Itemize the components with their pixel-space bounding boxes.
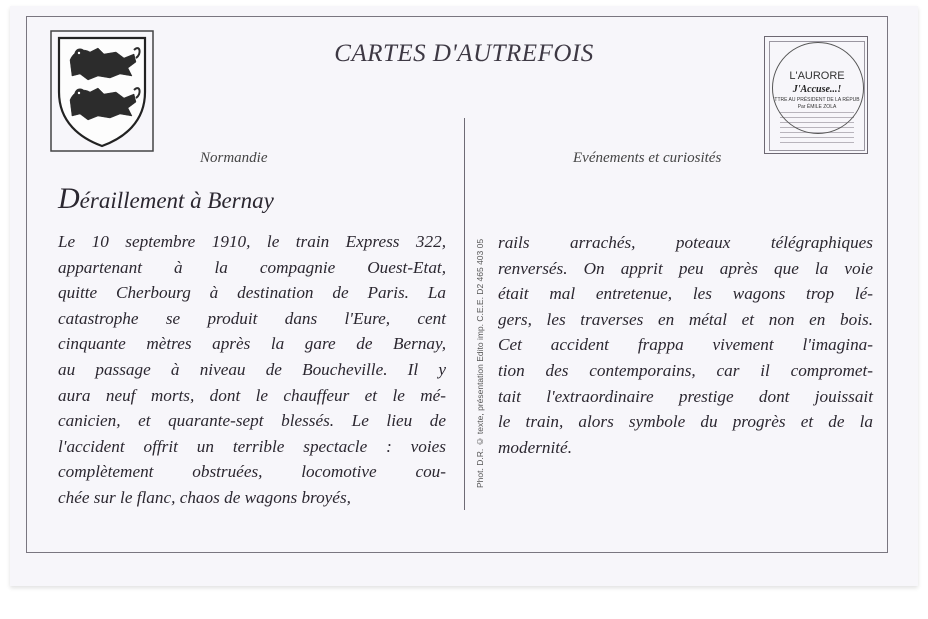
stamp-author: Par ÉMILE ZOLA	[797, 104, 837, 110]
center-divider	[464, 118, 465, 510]
text-line: modernité.	[498, 437, 572, 457]
heading-initial: D	[58, 182, 80, 215]
text-line: catastrophe se produit dans l'Eure, cent	[58, 308, 446, 328]
text-line: renversés. On apprit peu après que la voie	[498, 258, 873, 278]
print-credit: Phot. D.R. © texte, présentation Edito imp. C.E.E. D2 465 403 05	[475, 238, 485, 488]
text-line: le train, alors symbole du progrès et de la	[498, 412, 873, 432]
text-line: chée sur le flanc, chaos de wagons broyés,	[58, 487, 351, 507]
theme-label: Evénements et curiosités	[573, 150, 722, 166]
normandy-lions-crest-icon	[50, 30, 154, 152]
text-line: complètement obstruées, locomotive cou-	[58, 462, 446, 482]
stamp-title: L'AURORE	[789, 70, 845, 82]
postmark-circle	[772, 42, 864, 134]
region-label: Normandie	[200, 150, 268, 166]
stamp-subline: TTRE AU PRÉSIDENT DE LA RÉPUB	[774, 97, 860, 103]
text-line: l'accident offrit un terrible spectacle : voies	[58, 436, 446, 456]
text-column-right	[498, 230, 873, 460]
text-line: rails arrachés, poteaux télégraphiques	[498, 233, 873, 252]
text-line: gers, les traverses en métal et non en bois.	[498, 309, 873, 329]
text-line: appartenant à la compagnie Ouest-Etat,	[58, 257, 446, 277]
article-heading	[58, 182, 274, 216]
text-line: quitte Cherbourg à destination de Paris. La	[58, 283, 446, 303]
text-line: tion des contemporains, car il compromet-	[498, 360, 873, 380]
text-line: aura neuf morts, dont le chauffeur et le mé-	[58, 385, 446, 405]
text-column-left	[58, 229, 446, 511]
text-line: Le 10 septembre 1910, le train Express 322,	[58, 232, 446, 251]
text-line: Cet accident frappa vivement l'imagina-	[498, 335, 873, 355]
heading-rest: éraillement à Bernay	[79, 188, 274, 213]
text-line: au passage à niveau de Boucheville. Il y	[58, 359, 446, 379]
text-line: tait l'extraordinaire prestige dont jouissait	[498, 386, 873, 406]
text-line: cinquante mètres après la gare de Bernay,	[58, 334, 446, 354]
stamp-headline: J'Accuse...!	[792, 84, 842, 95]
text-line: canicien, et quarante-sept blessés. Le lieu de	[58, 411, 446, 431]
text-line: était mal entretenue, les wagons trop lé-	[498, 284, 873, 304]
series-title: CARTES D'AUTREFOIS	[334, 40, 594, 67]
